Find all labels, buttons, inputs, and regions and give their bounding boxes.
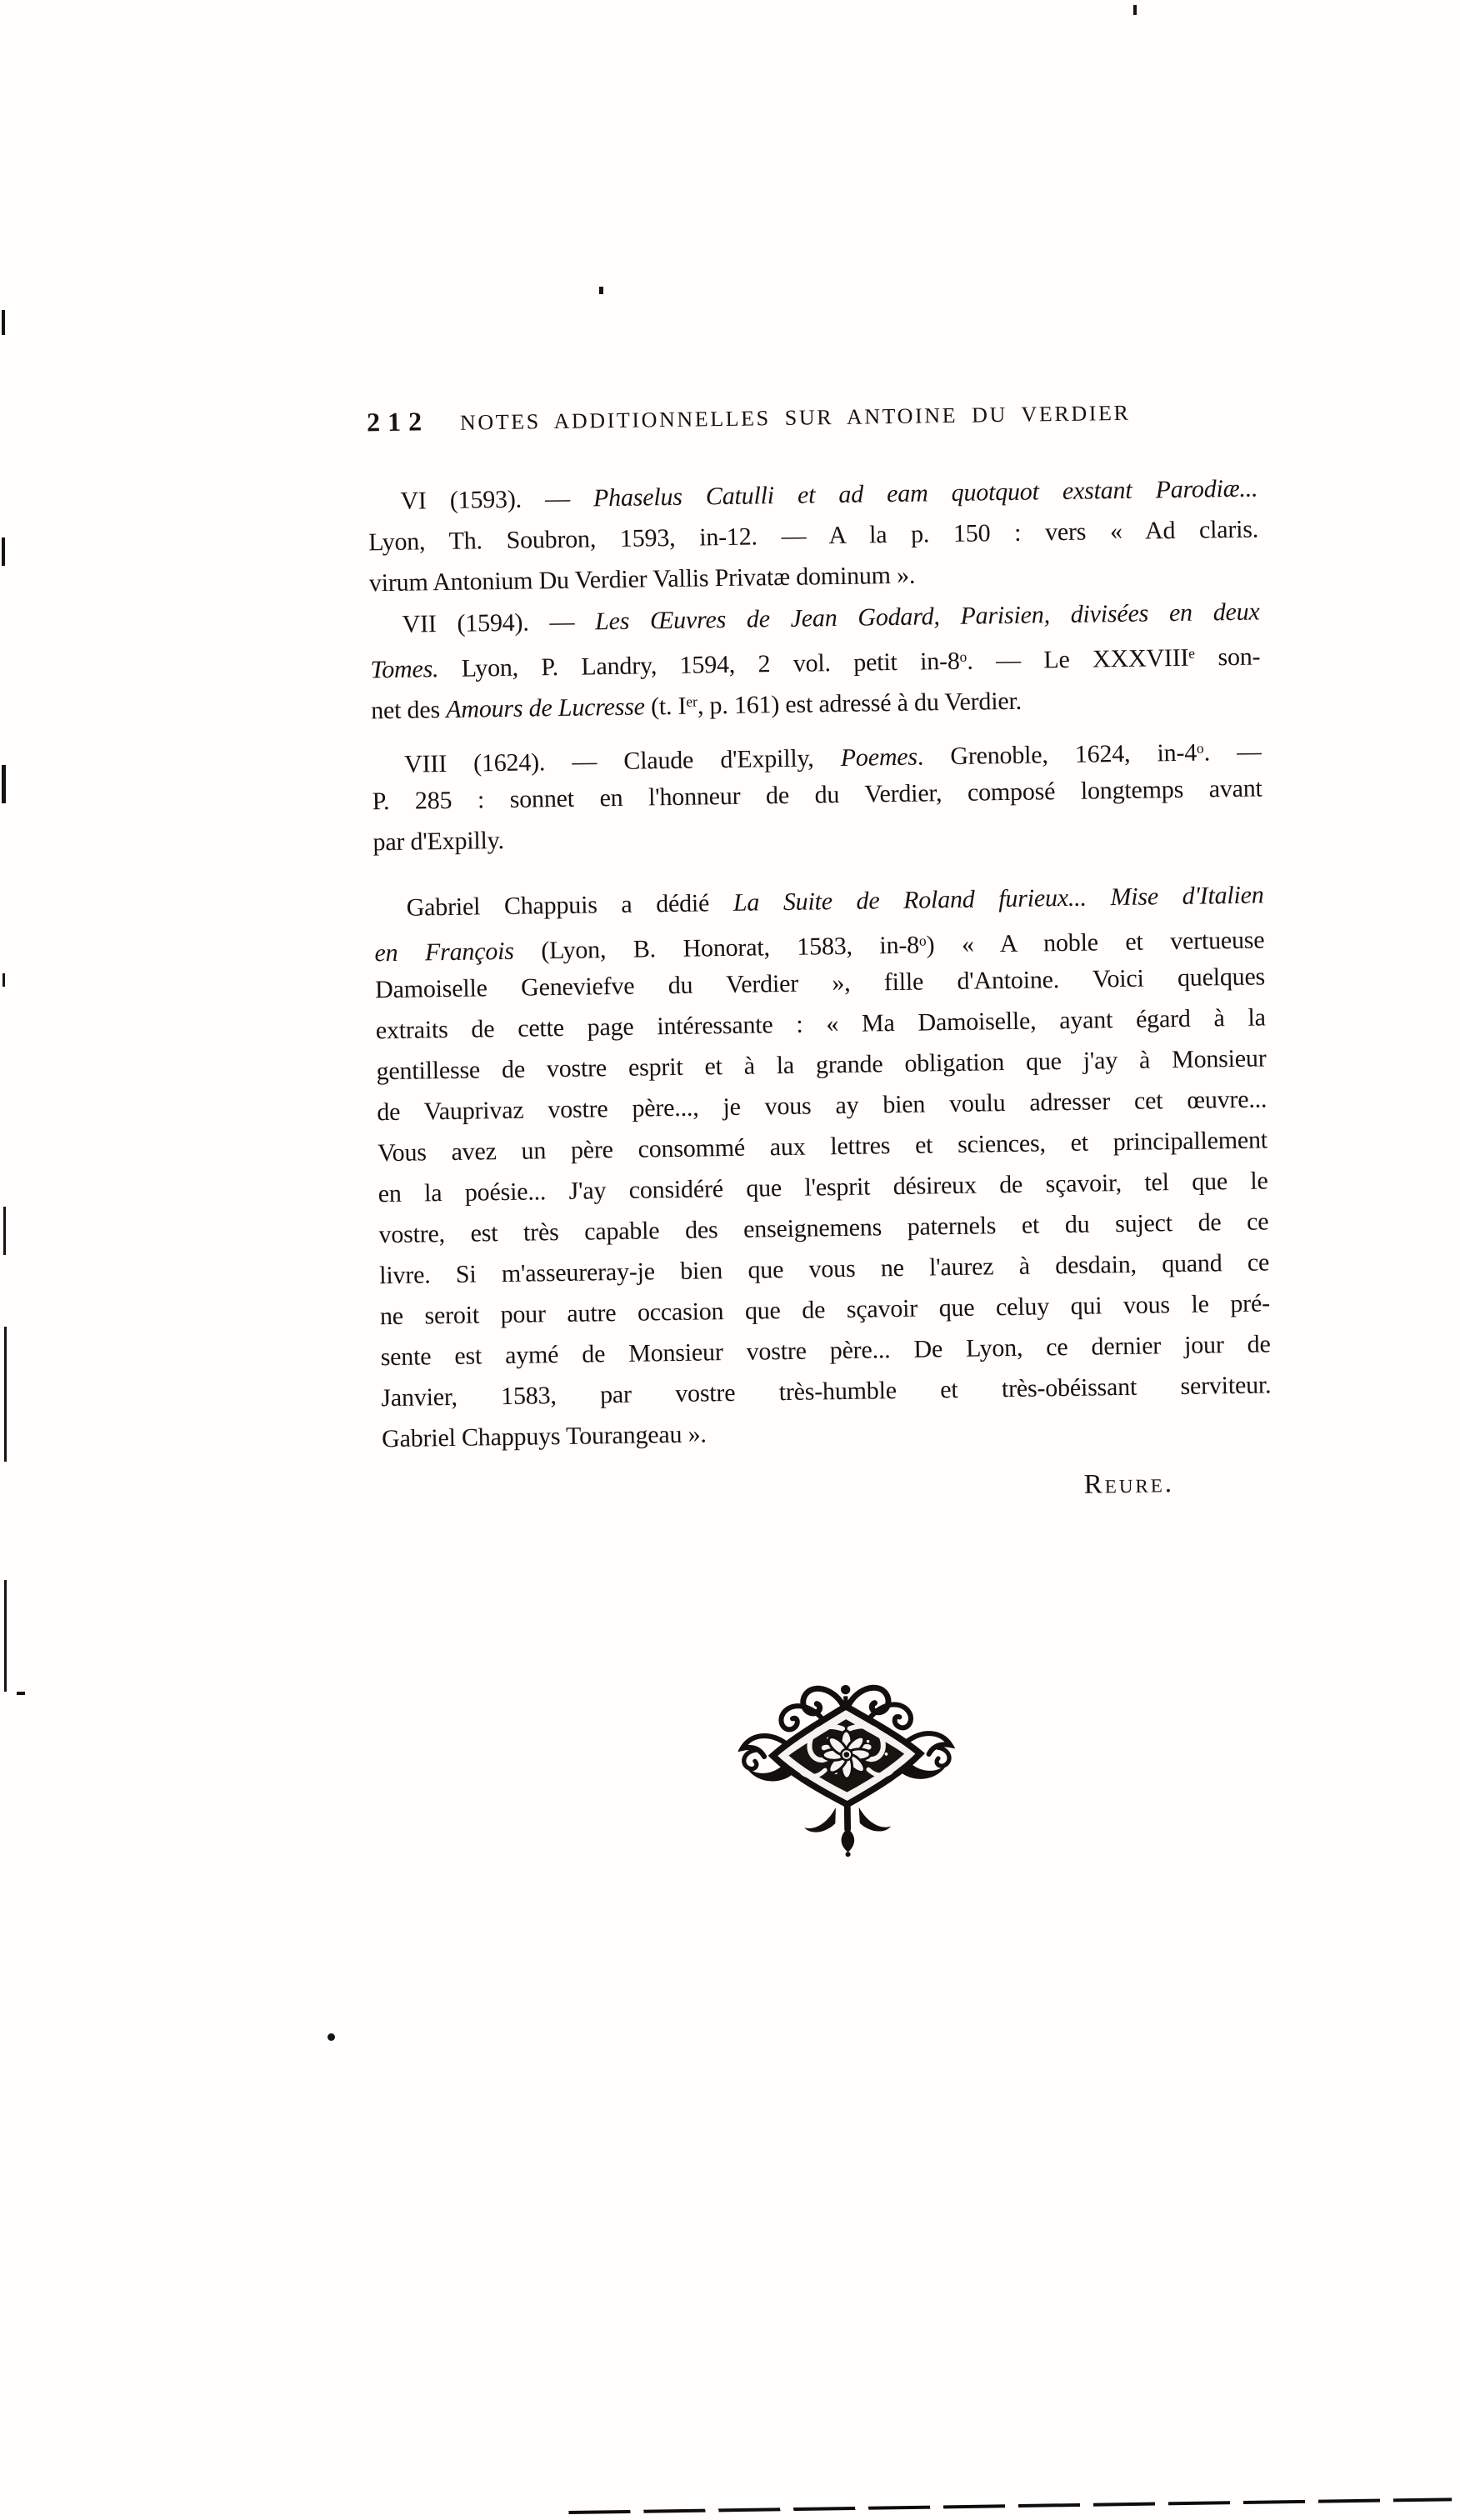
text-line: net des Amours de Lucresse (t. Ier, p. 161) est adressé à du Verdier.	[370, 687, 1022, 725]
text-line: Gabriel Chappuys Tourangeau ».	[381, 1420, 707, 1453]
scan-artifact	[599, 287, 603, 294]
text-line: vostre, est très capable des enseignemens paternels et du suject de ce	[378, 1208, 1269, 1249]
bottom-scan-edge-line	[568, 2498, 1452, 2514]
text-line: virum Antonium Du Verdier Vallis Privatæ dominum ».	[368, 561, 916, 598]
scan-artifact	[2, 310, 5, 335]
scan-artifact	[328, 2033, 335, 2041]
body-text	[368, 468, 1272, 1460]
text-line: P. 285 : sonnet en l'honneur de du Verdier, composé longtemps avant	[372, 774, 1262, 816]
text-line: Damoiselle Geneviefve du Verdier », fille d'Antoine. Voici quelques	[374, 962, 1266, 1004]
paragraph	[369, 591, 1261, 727]
scan-artifact	[17, 1692, 25, 1695]
text-line: livre. Si m'asseureray-je bien que vous ne l'aurez à desdain, quand ce	[378, 1248, 1270, 1290]
fleuron-ornament	[738, 1678, 957, 1859]
paragraph	[373, 874, 1272, 1459]
scan-artifact	[2, 765, 6, 803]
running-header	[367, 396, 1258, 446]
text-line: sente est aymé de Monsieur vostre père... De Lyon, ce dernier jour de	[380, 1330, 1271, 1372]
text-line: VIII (1624). — Claude d'Expilly, Poemes. Grenoble, 1624, in-4$^o$. —	[403, 738, 1262, 778]
running-title: NOTES ADDITIONNELLES SUR ANTOINE DU VERDIER	[459, 400, 1131, 435]
scan-artifact	[2, 538, 5, 566]
scan-artifact	[2, 973, 5, 987]
scan-artifact	[4, 1327, 7, 1462]
text-line: VII (1594). — Les Œuvres de Jean Godard, Parisien, divisées en deux	[402, 598, 1260, 638]
text-line: Vous avez un père consommé aux lettres et sciences, et principallement	[377, 1126, 1268, 1168]
paragraph	[368, 468, 1259, 604]
text-line: Gabriel Chappuis a dédié La Suite de Roland furieux... Mise d'Italien	[406, 881, 1264, 922]
scan-artifact	[1133, 5, 1137, 15]
text-line: de Vauprivaz vostre père..., je vous ay bien voulu adresser cet œuvre...	[377, 1085, 1268, 1127]
text-line: par d'Expilly.	[372, 826, 505, 857]
text-line: VI (1593). — Phaselus Catulli et ad eam quotquot exstant Parodiæ...	[400, 474, 1258, 515]
text-line: Janvier, 1583, par vostre très-humble et très-obéissant serviteur.	[381, 1371, 1272, 1412]
text-line: Tomes. Lyon, P. Landry, 1594, 2 vol. petit in-8$^o$. — Le XXXVIIIe son-	[370, 642, 1261, 684]
paragraph	[372, 727, 1263, 862]
text-line: extraits de cette page intéressante : « Ma Damoiselle, ayant égard à la	[375, 1003, 1266, 1045]
page-number: 212	[366, 406, 430, 438]
author-signature: Reure.	[1083, 1468, 1175, 1500]
text-line: ne seroit pour autre occasion que de sçavoir que celuy qui vous le pré-	[379, 1289, 1271, 1331]
text-line: Lyon, Th. Soubron, 1593, in-12. — A la p. 150 : vers « Ad claris.	[368, 515, 1259, 557]
text-line: en la poésie... J'ay considéré que l'esprit désireux de sçavoir, tel que le	[378, 1167, 1268, 1208]
scan-artifact	[4, 1580, 7, 1692]
text-line: en François (Lyon, B. Honorat, 1583, in-8$^o$) « A noble et vertueuse	[374, 926, 1265, 968]
text-line: gentillesse de vostre esprit et à la grande obligation que j'ay à Monsieur	[376, 1044, 1267, 1086]
scan-artifact	[3, 1207, 6, 1255]
